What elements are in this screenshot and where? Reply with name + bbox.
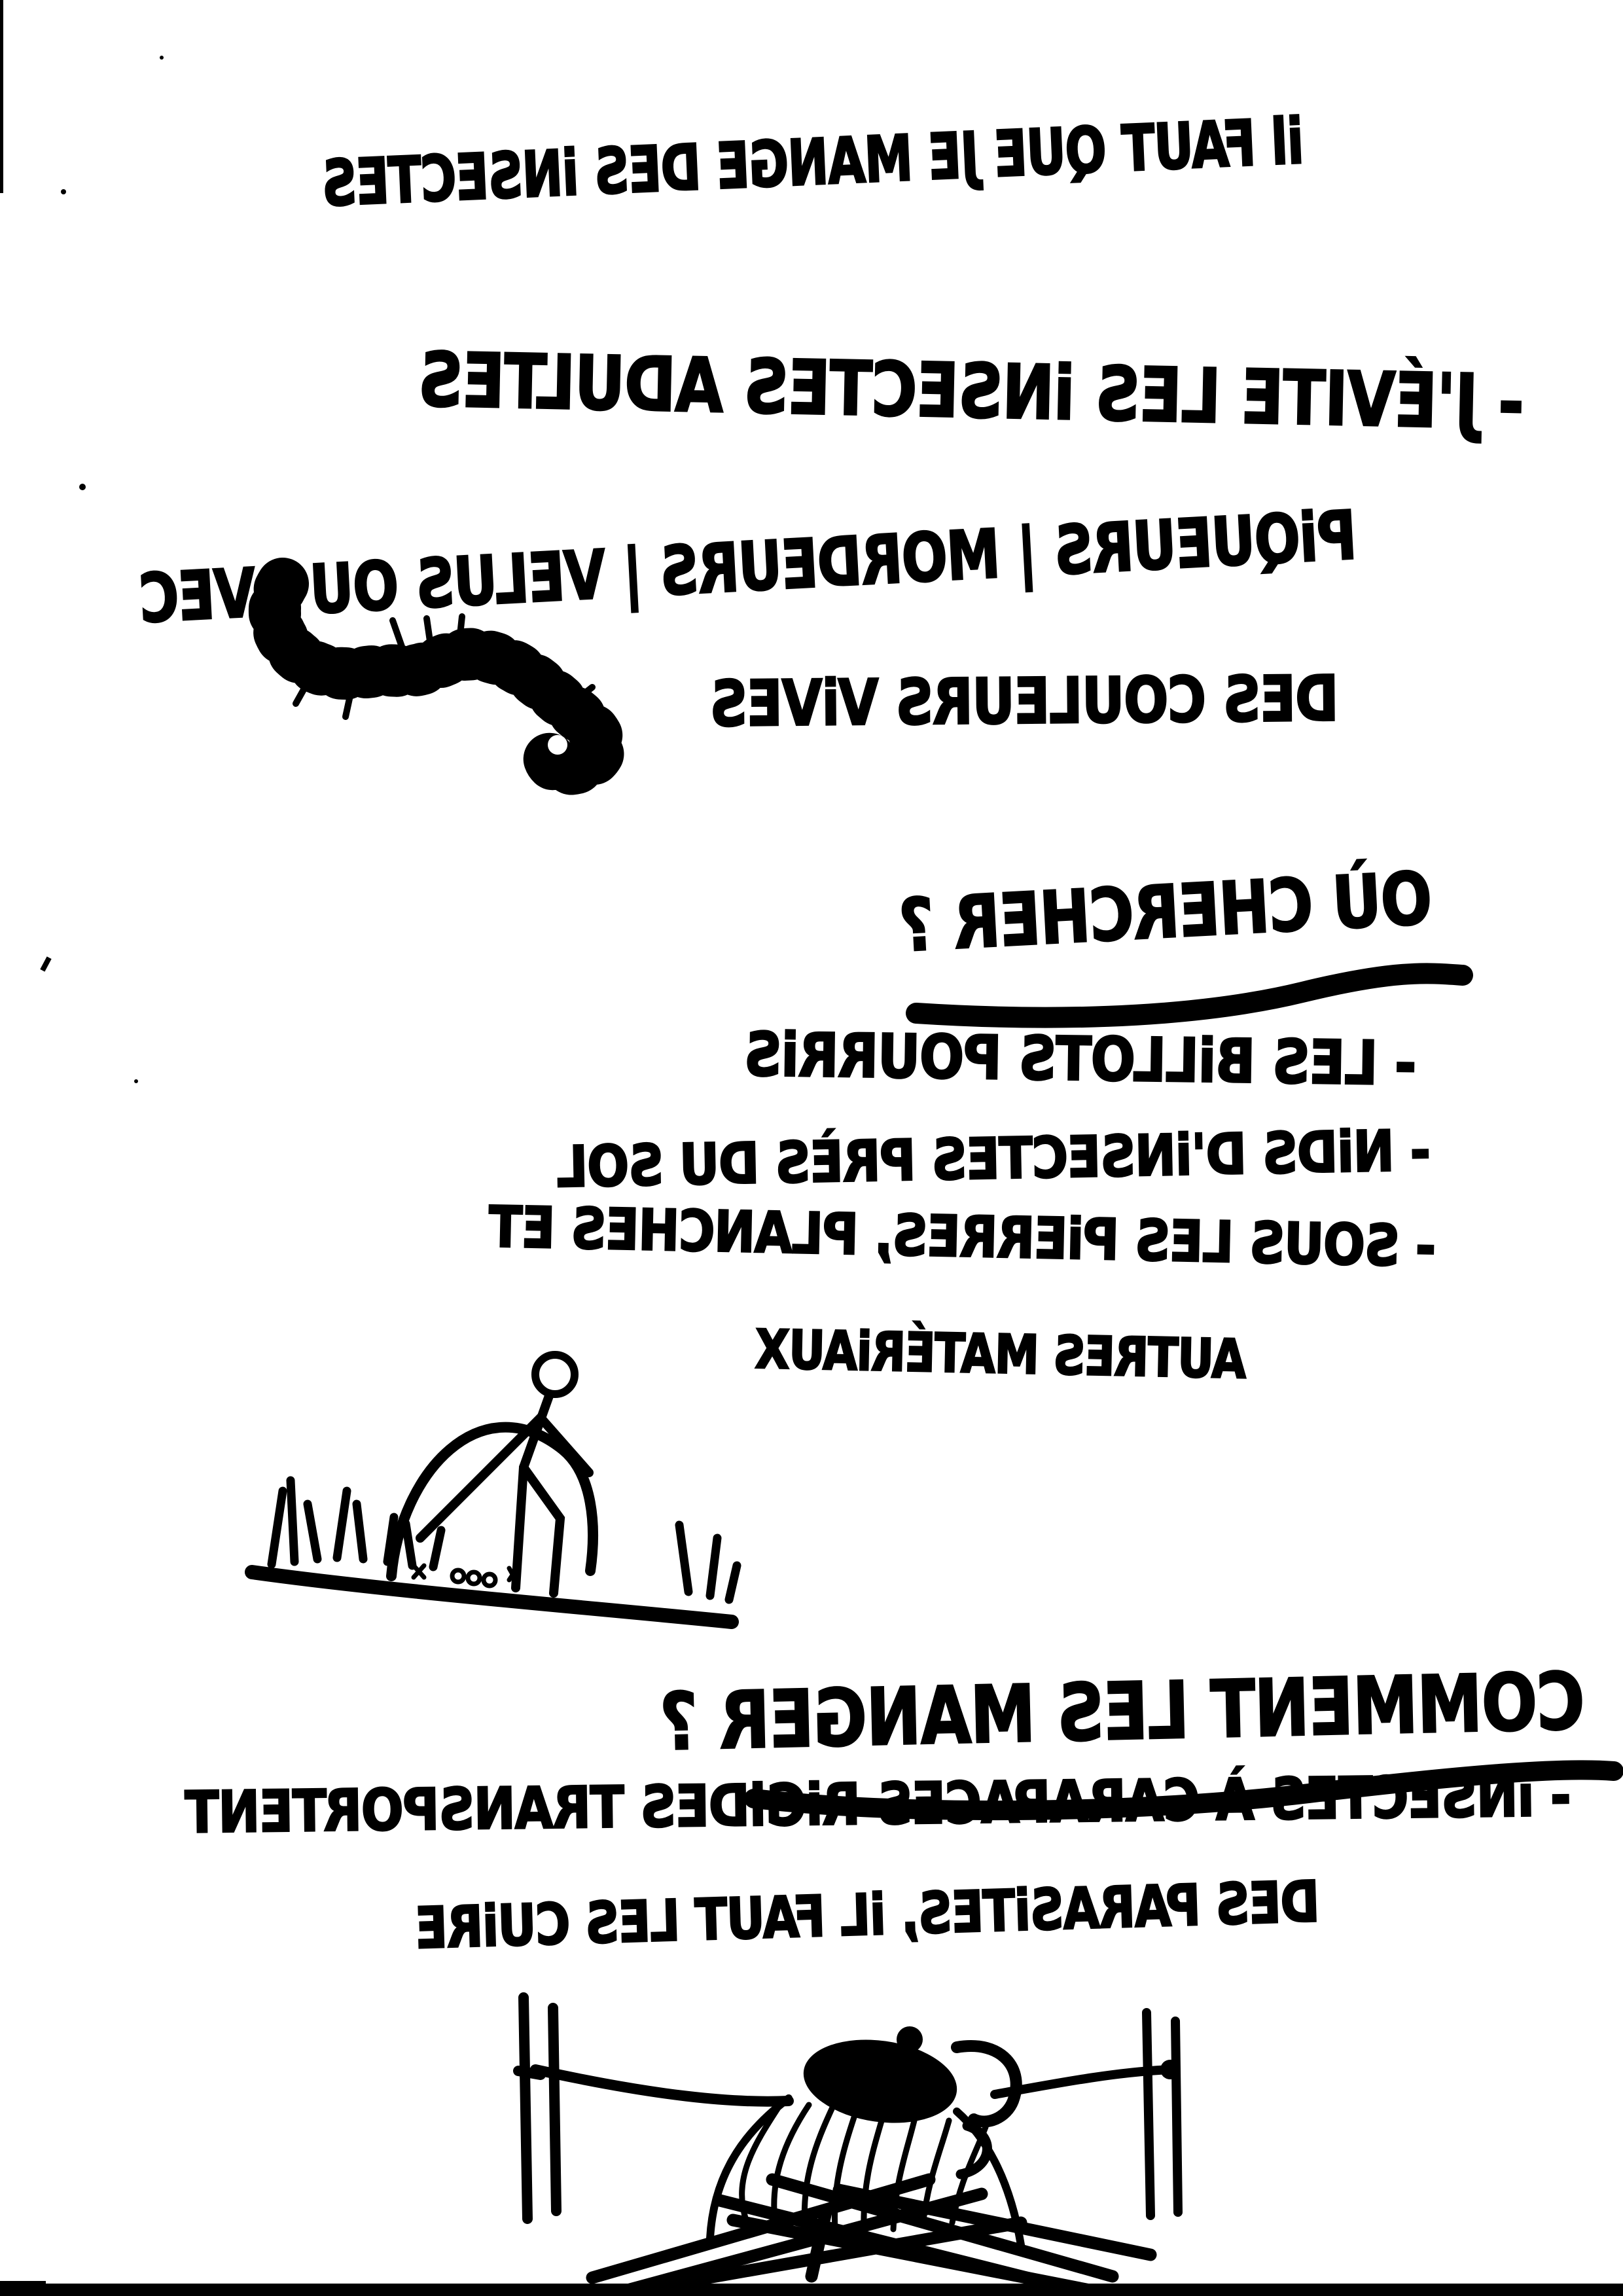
avoid-line-3: DES COULEURS ViVES [709, 662, 1339, 741]
where-item-2: - NiDS D'iNSECTES PRÈS DU SOL [556, 1117, 1431, 1200]
where-heading: OÙ CHERCHER ? [897, 856, 1435, 969]
where-item-4: AUTRES MATÉRiAUX [755, 1319, 1247, 1391]
avoid-line-2: PiQUEURS | MORDEURS | VELUS OU AVEC [137, 497, 1359, 639]
how-line-2: DES PARASiTES, iL FAUT LES CUiRE [415, 1868, 1321, 1962]
avoid-line-1: - J'ÉVITE LES iNSECTES ADULTES [418, 337, 1525, 447]
where-item-3: - SOUS LES PiERRES, PLANCHES ET [488, 1193, 1437, 1280]
where-item-1: - LES BiLLOTS POURRiS [744, 1019, 1418, 1099]
how-line-1: - iNSECTES À CARAPACES RiGiDES TRANSPORTENT [185, 1761, 1572, 1846]
how-heading: COMMENT LES MANGER ? [659, 1655, 1586, 1768]
page-title: il FAUT QUE JE MANGE DES iNSECTES [321, 105, 1306, 221]
